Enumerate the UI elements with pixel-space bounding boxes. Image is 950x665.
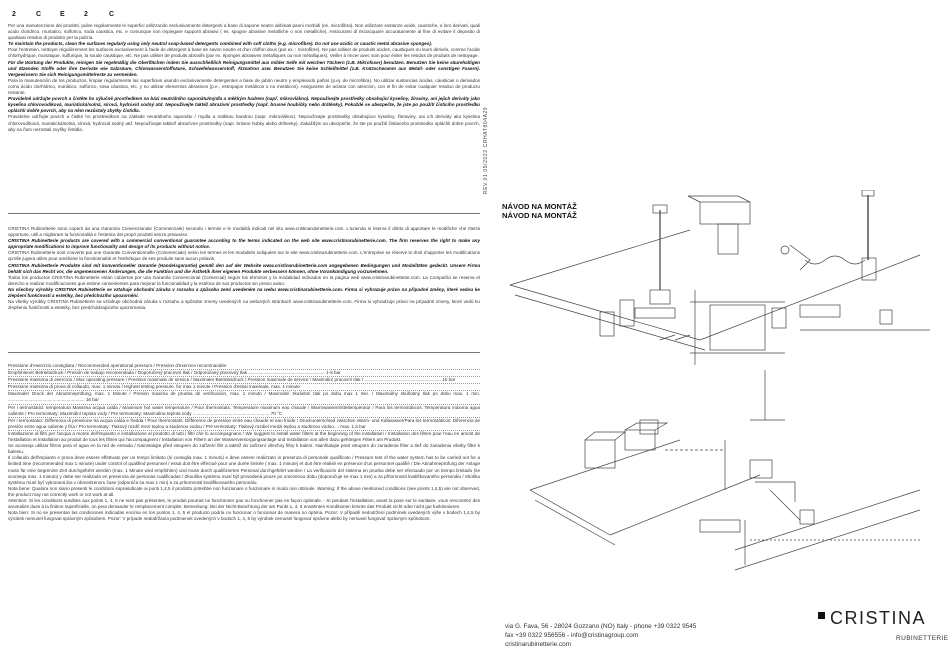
care-instructions <box>8 23 480 203</box>
spec-row: Pressione massima di prova di collaudo, max. 1 minuto / Highest testing pressure, for max 1 minute / Pression d'essai maximale, max. 1 minute <box>8 384 480 391</box>
header-letter: 2 <box>84 11 88 18</box>
technical-drawing <box>500 190 945 580</box>
warranty-text <box>8 226 480 336</box>
warranty-paragraph: Todos los productos CRISTINA Rubinetterie están cubiertos por una Garantía Convencional (Comercial) según los términos y la modalidad indicados en la página web www.cristinarubinetterie.com. La Compañía se reserva el derecho a realizar modificaciones que estime convenientes para mejorar la funcionalidad y la estética de sus productos sin previo aviso. <box>8 274 480 286</box>
spec-row: Maximaler Druck der Abnahmeprüfung, max. 1 Minute / Presión maxima de prueba de verificación, max. 1 minuto / Maximální zkušební tlak po dobu max 1 min. / Maximálny skúšobný tlak po dobu max. 1 min. ............................................................ 16 bar <box>8 391 480 404</box>
title-line: NÁVOD NA MONTÁŽ <box>502 211 577 220</box>
spec-row: Per i termostatici: temperatura Massima acqua calda / Maximum hot water temperature / Pour thermostats: Temperature maximum eau chaude / Warmwassermitteltemperatur / Para los termostáticos: Temperatura máxima agua caliente / Pro termostaty: Maximální teplota vody / Pre termostaty: Maximálna teplota vody ............................................................ 70 °C <box>8 405 480 418</box>
section-divider <box>8 213 480 214</box>
cristina-logo <box>818 608 949 650</box>
isometric-assembly <box>510 190 920 350</box>
header-letter: C <box>36 11 42 18</box>
dimension-views <box>690 290 930 420</box>
logo-subtitle: RUBINETTERIE <box>896 635 949 642</box>
warranty-paragraph: CRISTINA Rubinetterie products are covered with a commercial conventional guarantee according to the terms indicated on the web site www.cristinarubinetterie.com. The firm reserves the right to make any appropriate modifications to improve functionality and design of its products without notice. <box>8 238 480 250</box>
care-paragraph: Pravidelně udržujte povrch a čistěte ho výlučně prostředkem na bázi neutrálního saponátu/mýdla a měkkým hadrem (např. mikrovlákno). Nepoužívejte prostředky obsahující kyseliny, žíraviny, ani jejich deriváty jako kyselina chlorovodíková, muriatická/solná, sírová, hydroxid sodný atd. Nepoužívejte taktéž abrazivní prostředky (např. brusné houbičky nebo drátěnky). Pokaždé se ubezpečte, že jste po použití čisticího prostředku opláchli dobře povrch, aby na něm nezůstaly zbytky čistidla. <box>8 96 480 114</box>
header-letters <box>12 11 152 21</box>
care-paragraph: Pravidelne udržujte povrch a čistite ho prostriedkom na základe neutrálneho saponátu / mydla a mäkkou handrou (napr. mikrovlákno). Nepoužívajte prostriedky obsahujúce kyseliny, žieraviny, ani ich deriváty ako kyselina chlorovodíková, muriatická/solná, sírová, hydroxid sodný atď. Nepoužívajte taktiež abrazívne prostriedky (napr. brúsne hubky alebo drôtenky). Zakaždým sa ubezpečte, že ste po použití čistiaceho prostriedku opláchli dobre povrch, aby na ňom nezostali zvyšky čistidla. <box>8 114 480 132</box>
warranty-paragraph: CRISTINA Rubinetterie sont couverts par une Garantie Conventionnelle (Commerciale) selon les termes et les modalités indiquées sur le site www.cristinarubinetterie.com. L'entreprise se réserve le droit d'apporter les modifications qu'elle jugera utiles pour améliorer la fonctionnalité et l'esthétique de ses produits sans aucun préavis. <box>8 250 480 262</box>
warranty-paragraph: Na všechny výrobky CRISTINA Rubinetterie se vztahuje obchodní záruka v rozsahu a způsobu zemí uvedeném na webu www.cristinarubinetterie.com. Firma si vyhrazuje právo na případné změny, které vedou ke zlepšení funkčnosti a estetiky, bez předchozího upozornění. <box>8 286 480 299</box>
logo-name: CRISTINA <box>830 608 927 628</box>
revision-code <box>483 4 493 194</box>
warranty-paragraph: Na všetky výrobky CRISTINA Rubinetterie sa vzťahuje obchodná záruka v rozsahu a spôsobe zmeny uvedených na webových stránkach www.cristinarubinetterie.com. Firma si vyhradzuje právo na prípadné zmeny, ktoré vedú ku zlepšeniu funkčnosti a estetiky, bez predchádzajúceho upozornenia. <box>8 299 480 311</box>
header-letter: E <box>60 11 65 18</box>
revision-text: REV.01 09/2022 CRHAT804A29 <box>483 106 489 194</box>
care-paragraph: To maintain the products, clean the surfaces regularly using only neutral soap-based detergents combined with soft cloths (e.g. microfibre). Do not use acidic or caustic metal abrasive sponges). <box>8 41 433 47</box>
contact-line: fax +39 0322 956556 - info@cristinagroup.com <box>505 632 639 639</box>
care-paragraph: Pour l'entretien, nettoyer régulièrement les surfaces exclusivement à l'aide de détergent à base de savon neutre et d'un chiffon doux (par ex. : microfibre). Ne pas utiliser de produits acides, caustiques ou leurs dérivés, comme l'acide chlorhydrique, muriatique, sulfurique, la soude caustique, etc. Ne pas utiliser de produits abrasifs (par ex. éponges abrasives métalliques ou non métalliques). Veiller à rincer avec soin pour éviter les résidus de produits de nettoyage. <box>8 47 480 59</box>
spec-note: Attention: Si les conditions susdites aux points 1, 4, 5 ne sont pas présentes, le produit pourrait ne fonctionner pas ou fonctionner pas en façon optimale. - Si pendant l'installation, avant la pose sur le sanitaire, vous rencontrez des anomalies dues à la finition superficielle, on peut demander le remplacement complet. Bemerkung: Bei der Nicht-Beachtung der am Punkt 1, 4, 5 erwähnten Konditionen könnte das Produkt nicht oder nicht gut funktionieren. <box>8 497 480 510</box>
care-paragraph: Para la manutención de los productos, limpiar regularmente las superficies usando exclusivamente detergentes a base de jabón neutro y empleando paños (p.ej. de microfibra). No utilizar sustancias ácidas, cáusticas o derivados como ácido clorhídrico, muriático, sulfúrico, sosa cáustica, etc. y no utilizar elementos abrasivos (p.e., estropajos metálicos o no metálicos). Asegurarse de aclarar con atención, con el fin de evitar cualquier residuo de producto restante. <box>8 77 480 96</box>
logo-square-icon <box>818 612 825 619</box>
spec-note: Se aconseja utilizar filtros para el agua en la red de entrada / Nainstalujte před vstupem do zařízení filtr a taktéž do zařízení všechny filtry k balení. Nainštalujte pred vstupom do zariadenia filter a tiež do zariadenia všetky filtre k baleniu. <box>8 443 480 455</box>
warranty-paragraph: CRISTINA Rubinetterie sono coperti da una Garanzia Convenzionale (Commerciale) secondo i termini e le modalità indicati nel sito www.cristinarubinetterie.com. L'azienda si riserva il diritto di apportare le modifiche che riterrà opportune, utili a migliorare la funzionalità e l'estetica dei propri prodotti senza preavviso. <box>8 226 480 238</box>
spec-note: Nota bene: Qualora non siano presenti le condizioni sopraindicate ai punti 1,4,5 il prodotto potrebbe non funzionare o funzionare in modo non ottimale. Warning: If the above mentioned conditions (see points 1,4,5) are not observed, the product may not correctly work or not work at all. <box>8 485 480 497</box>
spec-note: Nota bien: Si no se presentan las condiciones indicadas encima en los puntos 1, 4, 5 el producto podría no funcionar o funcionar de manera no óptima. Pozor: V případě nedodržení podmínek uvedených výše v bodech 1,4,5 by výrobek nemusel fungovat správným způsobem. Pozor: V prípade nedodržania podmienok uvedených v bodoch 1, 4, 5 by výrobok nemusel fungovať správne alebo by nemusel fungovať správnym spôsobom. <box>8 510 480 522</box>
section-divider <box>8 352 480 353</box>
address-line: via G. Fava, 56 - 28024 Gozzano (NO) Italy - phone +39 0322 9545 <box>505 623 697 630</box>
header-letter: C <box>109 11 115 18</box>
spec-note: Il collaudo dell'impianto e prova deve essere effettuato per un tempo limitato (si consiglia max. 1 minuto) e deve essere realizzato in presenza di personale qualificato / Pressure test of the water system has to be carried out for a limited time (recommended max 1 minute) under control of qualified personnel / essai doit être effectué pour une durée limitée ( max. 1 minute) et doit être réalisé en présence d'un personnel qualifié / Die Abnahmeprüfung der Anlage muss für eine begrenzte Zeit durchgeführt werden (max. 1 Minute wird empfohlen) und muss durch qualifiziertes Personal durchgeführt werden / La verificación del sistema en prueba debe ser efectuado por un tiempo limitado (se aconseja max. 1 minuto) y debe ser realizado en presencia de personas cualificadas / Zkouška systému musí být provedená pouze po omezenou dobu (doporučuje se max 1 min) a za přítomnosti kvalifikovaného personálu / Skúška systému musí byť vykonaná iba v obmedzenom čase (odporúča sa max 1 min) a za prítomnosti kvalifikovaného personálu. <box>8 455 480 485</box>
website-line: cristinarubinetterie.com <box>505 641 572 648</box>
technical-specs <box>8 363 480 645</box>
spec-row: Pressione massima di esercizio / Max operating pressure / Pression maximale de service / Maximaler Betriebsdruck / Pression maximale de service / Maximální pracovní tlak / ............................................................ 10 bar <box>8 377 480 384</box>
exploded-view <box>530 420 920 570</box>
care-paragraph: Für die Wartung der Produkte, reinigen Sie regelmäßig die Oberflächen indem Sie ausschließlich Reinigungsmittel aus milder Seife mit weichen Tüchern (z.B. Mikrofaser) benutzen. Benutzen Sie keine säurehaltigen und ätzenden Stoffe oder ihre Derivate wie Salzsäure, Chlorwasserstoffsäure, Schwefelwasserstoff, Ätznatron usw. Benutzen Sie keine Schleifmittel (z.B. Kratzschwamm aus Metall- oder sonstigen Fasern). Vergewissern Sie sich Reinigungsmittelreste zu vermeiden. <box>8 59 480 77</box>
spec-row: Pressione d'esercizio consigliata / Recommended operational pressure / Pression d'exercice recommandée <box>8 363 480 370</box>
spec-row: Empfohlener Betriebsdruck / Presión de trabajo recomendada / Doporučený pracovní tlak / Odporúčaný pracovný tlak ............................................................ 1-5 bar <box>8 370 480 377</box>
spec-row: Per i termostatici: Differenza di pressione tra acqua calda e fredda / Pour thermostats: Différence de pression entre eau chaude et eau froide / Druckunterschied zwischen Warm- und Kaltwasser/Para los termostáticos: Diferencia de presión entre agua caliente y fría / Pro termostaty: Tlakový rozdíl mezi teplou a studenou vodou / Pre termostaty: Tlakový rozdiel medzi teplou a studenou vodou ... max. 1,5 bar <box>8 418 480 431</box>
spec-note: Installazione di filtri per l'acqua a monte dell'impianto e installazione al prodotto di tutti i filtri che lo accompagnano / We suggest to install water filters at the beginning of the installation / Installation des filtres pour l'eau en amont de l'installation et installation au produit de tous les filtres qui l'accompagnent / Installation von Filtern an der Wasserversorgungsanlage und Installation von allen dazu gehörigen Filtern am Produkt. <box>8 430 480 443</box>
warranty-paragraph: CRISTINA Rubinetterie Produkte sind mit konventioneller Garantie (Handelsgarantie) gemäß den auf der Website www.cristinarubinetterie.com angegebenen Bedingungen und Modalitäten gedeckt. Unsere Firma behält sich das Recht vor, die angemessenen Änderungen, die die Funktion und die Ästhetik ihrer eigenen Produkte verbessern können, ohne Vorankündigung vorzunehmen. <box>8 262 480 274</box>
header-letter: 2 <box>12 11 16 18</box>
title-line: NÁVOD NA MONTÁŽ <box>502 202 577 211</box>
company-address <box>505 622 696 649</box>
care-paragraph: Per una manutenzione dei prodotti, pulire regolarmente le superfici utilizzando esclusivamente detergenti a base di sapone neutro abbinati panni morbidi (es. microfibra). Non utilizzare sostanze acide, caustiche, o loro derivati, quali acido cloridrico, muriatico, solforico, soda caustica, etc. e comunque non impiegare supporti abrasivi ( es. spugne abrasive metalliche o non metalliche). Assicurarsi di risciacquare accuratamente al fine di evitare il deposito di qualsiasi residuo di prodotto per la pulizia. <box>8 23 480 41</box>
